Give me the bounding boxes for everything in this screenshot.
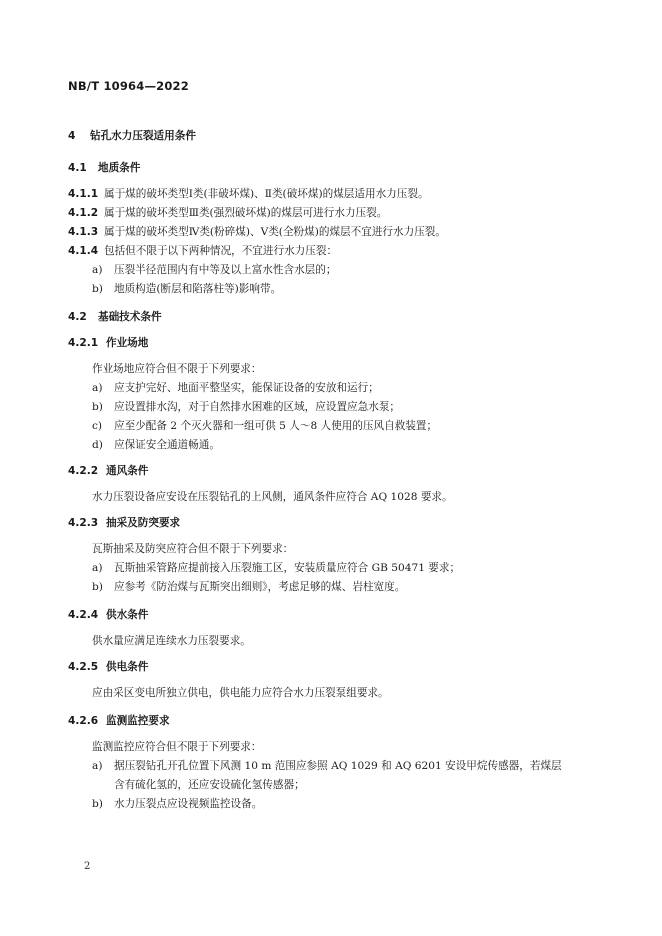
page-number: 2 <box>84 861 91 872</box>
clause-4-1-4: 4.1.4 包括但不限于以下两种情况，不宜进行水力压裂： <box>68 245 338 257</box>
paragraph: 监测监控应符合但不限于下列要求： <box>92 741 262 753</box>
list-item: d) 应保证安全通道畅通。 <box>92 439 220 451</box>
paragraph: 水力压裂设备应安设在压裂钻孔的上风侧，通风条件应符合 AQ 1028 要求。 <box>92 491 453 503</box>
clause-4-1-3: 4.1.3 属于煤的破坏类型Ⅳ类(粉碎煤)、Ⅴ类(全粉煤)的煤层不宜进行水力压裂。 <box>68 226 446 238</box>
section-heading-4-2-4: 4.2.4 供水条件 <box>68 609 149 621</box>
section-heading-4-2-6: 4.2.6 监测监控要求 <box>68 715 170 727</box>
list-item: a) 瓦斯抽采管路应提前接入压裂施工区，安装质量应符合 GB 50471 要求； <box>92 562 461 574</box>
clause-4-1-2: 4.1.2 属于煤的破坏类型Ⅲ类(强烈破坏煤)的煤层可进行水力压裂。 <box>68 207 388 219</box>
paragraph: 瓦斯抽采及防突应符合但不限于下列要求： <box>92 543 294 555</box>
paragraph: 应由采区变电所独立供电，供电能力应符合水力压裂泵组要求。 <box>92 687 389 699</box>
list-item-continuation: 含有硫化氢的，还应安设硫化氢传感器； <box>114 779 305 791</box>
list-item: b) 应设置排水沟，对于自然排水困难的区域，应设置应急水泵； <box>92 401 401 413</box>
section-heading-4: 4 钻孔水力压裂适用条件 <box>68 130 196 142</box>
section-heading-4-2-2: 4.2.2 通风条件 <box>68 465 149 477</box>
list-item: c) 应至少配备 2 个灭火器和一组可供 5 人～8 人使用的压风自救装置； <box>92 420 438 432</box>
section-heading-4-1: 4.1 地质条件 <box>68 162 141 174</box>
list-item: b) 地质构造(断层和陷落柱等)影响带。 <box>92 283 282 295</box>
clause-4-1-1: 4.1.1 属于煤的破坏类型Ⅰ类(非破坏煤)、Ⅱ类(破坏煤)的煤层适用水力压裂。 <box>68 188 429 200</box>
paragraph: 作业场地应符合但不限于下列要求： <box>92 363 262 375</box>
list-item: b) 应参考《防治煤与瓦斯突出细则》，考虑足够的煤、岩柱宽度。 <box>92 581 406 593</box>
paragraph: 供水量应满足连续水力压裂要求。 <box>92 635 251 647</box>
section-heading-4-2-1: 4.2.1 作业场地 <box>68 337 149 349</box>
section-heading-4-2-5: 4.2.5 供电条件 <box>68 661 149 673</box>
section-heading-4-2: 4.2 基础技术条件 <box>68 311 162 323</box>
list-item: a) 应支护完好、地面平整坚实，能保证设备的安放和运行； <box>92 382 379 394</box>
section-heading-4-2-3: 4.2.3 抽采及防突要求 <box>68 517 181 529</box>
list-item: a) 据压裂钻孔开孔位置下风测 10 m 范围应参照 AQ 1029 和 AQ 6201 安设甲烷传感器，若煤层 <box>92 760 562 772</box>
list-item: a) 压裂半径范围内有中等及以上富水性含水层的； <box>92 264 337 276</box>
list-item: b) 水力压裂点应设视频监控设备。 <box>92 798 263 810</box>
document-header: NB/T 10964—2022 <box>68 79 189 93</box>
